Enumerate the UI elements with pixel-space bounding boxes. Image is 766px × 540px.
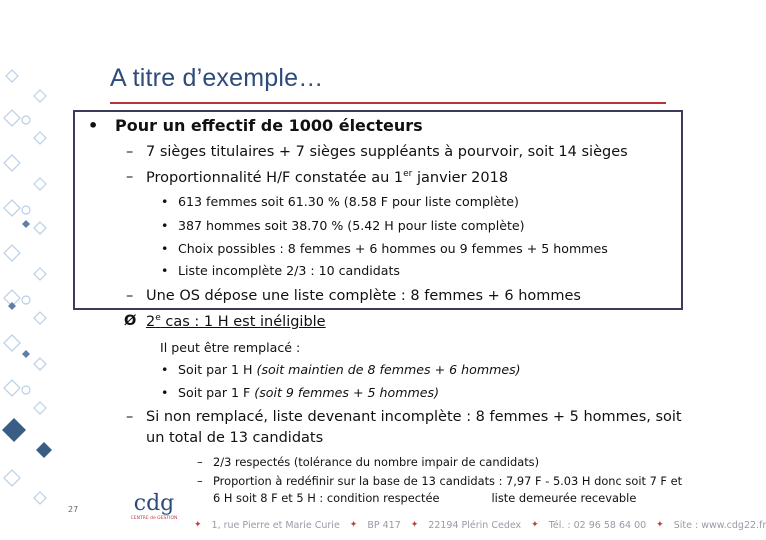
- dash-marker: –: [126, 409, 134, 425]
- separator-icon: ✦: [410, 520, 419, 530]
- not-replaced-line-2: un total de 13 candidats: [146, 430, 324, 446]
- complete-list-line: Une OS dépose une liste complète : 8 femmes + 6 hommes: [146, 288, 581, 304]
- men-count-line: 387 hommes soit 38.70 % (5.42 H pour liste complète): [178, 218, 525, 233]
- logo-text: cdg: [133, 491, 175, 516]
- sub-bullet-marker: •: [161, 385, 169, 400]
- footer-address: 1, rue Pierre et Marie Curie: [211, 519, 340, 531]
- replace-option-1: Soit par 1 H (soit maintien de 8 femmes + 6 hommes): [178, 362, 521, 377]
- proportion-redefine-line-1: Proportion à redéfinir sur la base de 13 candidats : 7,97 F - 5.03 H donc soit 7 F et: [213, 474, 683, 488]
- main-bullet-marker: •: [88, 116, 99, 135]
- sub-bullet-marker: •: [161, 263, 169, 278]
- arrow-marker: Ø: [124, 313, 137, 329]
- replace-intro: Il peut être remplacé :: [160, 340, 301, 355]
- sub-bullet-marker: •: [161, 241, 169, 256]
- dash-marker: –: [126, 169, 134, 185]
- footer-bp: BP 417: [367, 519, 401, 531]
- women-count-line: 613 femmes soit 61.30 % (8.58 F pour liste complète): [178, 194, 519, 209]
- separator-icon: ✦: [531, 520, 539, 530]
- dash-marker: –: [126, 288, 134, 304]
- footer-website[interactable]: Site : www.cdg22.fr: [673, 519, 766, 531]
- highlight-frame: [73, 110, 683, 310]
- dash-marker: –: [197, 455, 203, 469]
- footer-city: 22194 Plérin Cedex: [428, 519, 522, 531]
- sub-bullet-marker: •: [161, 362, 169, 377]
- possible-choices-line: Choix possibles : 8 femmes + 6 hommes ou 9 femmes + 5 hommes: [178, 241, 608, 256]
- separator-icon: ✦: [194, 520, 202, 530]
- incomplete-list-line: Liste incomplète 2/3 : 10 candidats: [178, 263, 400, 278]
- sub-bullet-marker: •: [161, 194, 169, 209]
- slide-title: A titre d’exemple…: [110, 64, 324, 92]
- footer-contact-bar: [184, 515, 766, 535]
- second-case-line: 2e cas : 1 H est inéligible: [146, 313, 326, 330]
- title-underline: [110, 102, 666, 104]
- page-number: 27: [68, 505, 79, 514]
- two-thirds-line: 2/3 respectés (tolérance du nombre impair de candidats): [213, 455, 540, 469]
- seats-line: 7 sièges titulaires + 7 sièges suppléants à pourvoir, soit 14 sièges: [146, 144, 628, 160]
- sub-bullet-marker: •: [161, 218, 169, 233]
- separator-icon: ✦: [349, 520, 358, 530]
- dash-marker: –: [126, 144, 134, 160]
- footer-phone: Tél. : 02 96 58 64 00: [548, 519, 647, 531]
- cdg-logo: [130, 492, 178, 536]
- decorative-pattern: [0, 60, 60, 520]
- dash-marker: –: [197, 474, 203, 488]
- replace-option-2: Soit par 1 F (soit 9 femmes + 5 hommes): [178, 385, 439, 400]
- not-replaced-line-1: Si non remplacé, liste devenant incomplète : 8 femmes + 5 hommes, soit: [146, 409, 682, 425]
- logo-subtitle: CENTRE de GESTION: [130, 516, 178, 521]
- proportion-redefine-line-2: 6 H soit 8 F et 5 H : condition respectée liste demeurée recevable: [213, 491, 637, 505]
- proportion-line: Proportionnalité H/F constatée au 1er janvier 2018: [146, 169, 509, 186]
- separator-icon: ✦: [656, 520, 664, 530]
- main-bullet-text: Pour un effectif de 1000 électeurs: [115, 116, 423, 135]
